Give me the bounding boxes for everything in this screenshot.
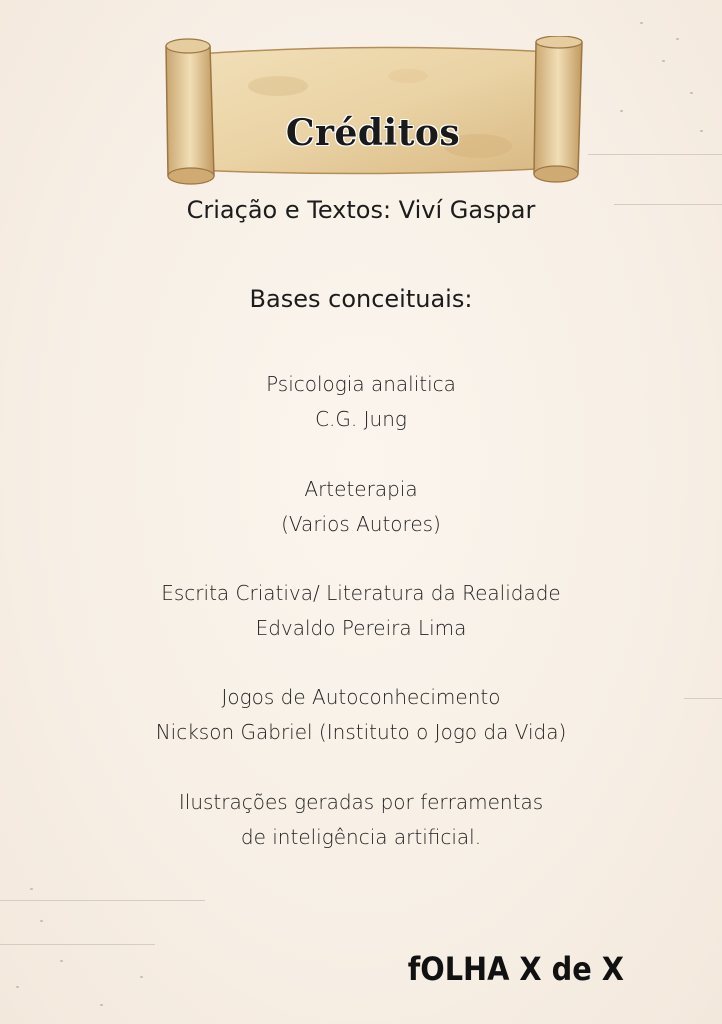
- decorative-speck: [30, 888, 33, 890]
- parchment-scroll-icon: [158, 36, 588, 186]
- decorative-line: [588, 154, 722, 155]
- credit-entry-line: Escrita Criativa/ Literatura da Realidade: [161, 581, 561, 605]
- decorative-speck: [662, 60, 665, 62]
- decorative-speck: [140, 976, 143, 978]
- decorative-speck: [60, 960, 63, 962]
- decorative-speck: [40, 920, 43, 922]
- decorative-speck: [700, 130, 703, 132]
- decorative-speck: [100, 1004, 103, 1006]
- credit-entry-line: (Varios Autores): [281, 512, 441, 536]
- creation-credit: Criação e Textos: Viví Gaspar: [186, 196, 536, 224]
- page-number-label: fOLHA X de X: [407, 950, 624, 988]
- page-title: Créditos: [285, 112, 461, 154]
- credit-entry-line: Psicologia analitica: [266, 372, 456, 396]
- bases-heading: Bases conceituais:: [249, 285, 473, 313]
- credit-entry-line: Arteterapia: [304, 477, 418, 501]
- decorative-speck: [690, 92, 693, 94]
- decorative-speck: [16, 986, 19, 988]
- decorative-speck: [676, 38, 679, 40]
- credit-entry-line: de inteligência artificial.: [240, 825, 482, 849]
- decorative-speck: [640, 22, 643, 24]
- credit-entry-line: Jogos de Autoconhecimento: [221, 685, 501, 709]
- title-scroll-banner: [158, 36, 588, 186]
- decorative-speck: [620, 110, 623, 112]
- credit-entry-line: Nickson Gabriel (Instituto o Jogo da Vida): [155, 720, 567, 744]
- credit-entry-line: Edvaldo Pereira Lima: [255, 616, 467, 640]
- credit-entry-line: Ilustrações geradas por ferramentas: [178, 790, 544, 814]
- decorative-line: [0, 900, 205, 901]
- credit-entry-line: C.G. Jung: [315, 407, 407, 431]
- decorative-line: [0, 944, 155, 945]
